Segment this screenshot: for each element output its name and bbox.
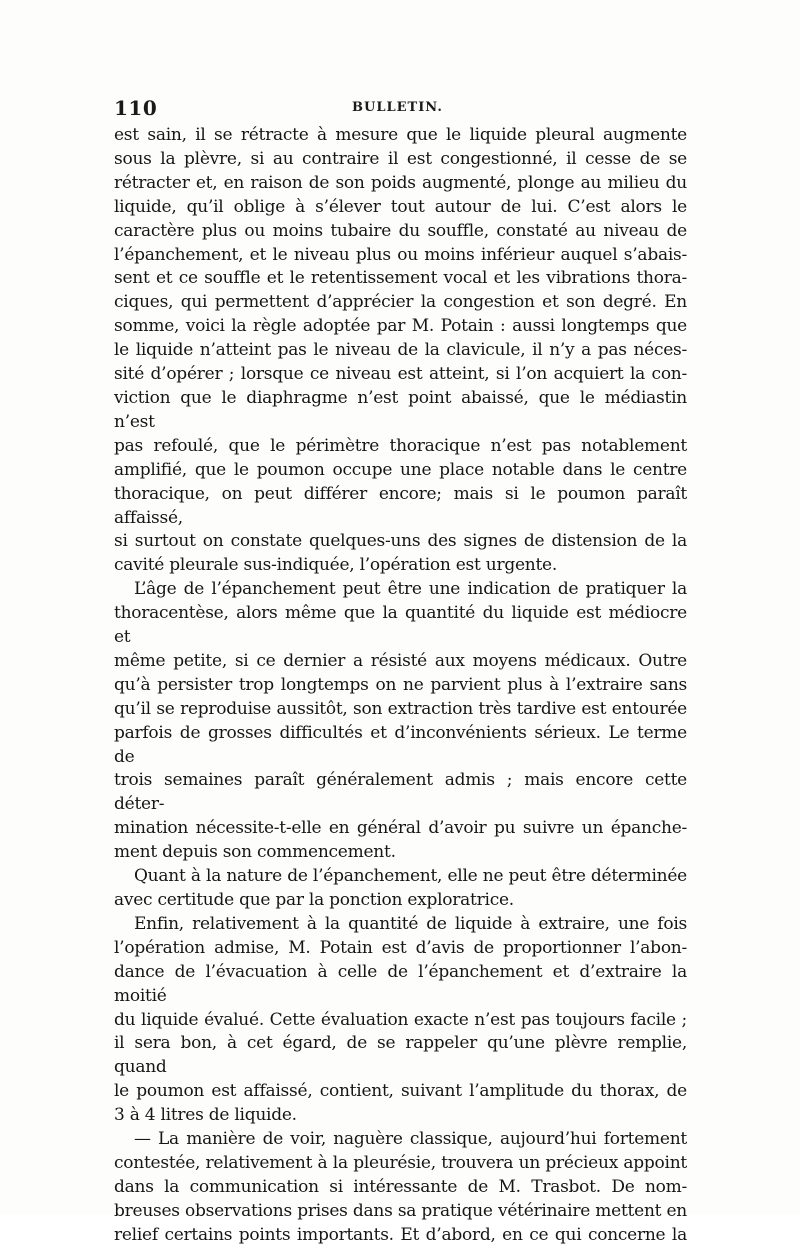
text-line: le liquide n’atteint pas le niveau de la clavicule, il n’y a pas néces-: [114, 340, 687, 361]
text-line: trois semaines paraît généralement admis ; mais encore cette déter-: [114, 770, 687, 815]
text-line: viction que le diaphragme n’est point abaissé, que le médiastin n’est: [114, 387, 687, 432]
text-line: qu’il se reproduise aussitôt, son extraction très tardive est entourée: [114, 698, 687, 719]
text-line: dance de l’évacuation à celle de l’épanchement et d’extraire la moitié: [114, 961, 687, 1006]
text-line: cavité pleurale sus-indiquée, l’opération est urgente.: [114, 555, 558, 576]
text-line: l’opération admise, M. Potain est d’avis de proportionner l’abon-: [114, 937, 687, 958]
text-line: il sera bon, à cet égard, de se rappeler qu’une plèvre remplie, quand: [114, 1033, 687, 1078]
text-line: relief certains points importants. Et d’abord, en ce qui concerne la: [114, 1224, 687, 1245]
text-line: avec certitude que par la ponction exploratrice.: [114, 890, 514, 910]
text-line: — La manière de voir, naguère classique, aujourd’hui fortement: [134, 1129, 687, 1150]
text-line: pas refoulé, que le périmètre thoracique n’est pas notablement: [114, 435, 687, 456]
running-head: BULLETIN.: [352, 100, 443, 115]
paragraph: [114, 865, 687, 913]
text-line: amplifié, que le poumon occupe une place notable dans le centre: [114, 459, 687, 480]
text-line: parfois de grosses difficultés et d’inconvénients sérieux. Le terme de: [114, 722, 687, 767]
text-line: ment depuis son commencement.: [114, 842, 396, 863]
text-line: mination nécessite-t-elle en général d’avoir pu suivre un épanche-: [114, 818, 687, 839]
text-line: sous la plèvre, si au contraire il est congestionné, il cesse de se: [114, 148, 687, 169]
text-line: ciques, qui permettent d’apprécier la congestion et son degré. En: [114, 292, 687, 313]
text-line: somme, voici la règle adoptée par M. Potain : aussi longtemps que: [114, 316, 687, 337]
paragraph: [114, 913, 687, 1128]
text-line: du liquide évalué. Cette évaluation exacte n’est pas toujours facile ;: [114, 1009, 687, 1030]
text-line: Enfin, relativement à la quantité de liquide à extraire, une fois: [134, 913, 687, 934]
paragraph: [114, 124, 687, 578]
text-line: dans la communication si intéressante de M. Trasbot. De nom-: [114, 1176, 687, 1197]
text-line: caractère plus ou moins tubaire du souffle, constaté au niveau de: [114, 220, 687, 241]
text-line: est sain, il se rétracte à mesure que le liquide pleural augmente: [114, 125, 687, 145]
text-line: le poumon est affaissé, contient, suivant l’amplitude du thorax, de: [114, 1081, 687, 1102]
text-line: qu’à persister trop longtemps on ne parvient plus à l’extraire sans: [114, 674, 687, 695]
page-number: 110: [114, 96, 158, 120]
text-line: thoracique, on peut différer encore; mais si le poumon paraît affaissé,: [114, 483, 687, 528]
text-line: même petite, si ce dernier a résisté aux moyens médicaux. Outre: [114, 650, 687, 671]
page-header: [114, 96, 687, 124]
text-line: si surtout on constate quelques-uns des signes de distension de la: [114, 531, 687, 552]
text-line: liquide, qu’il oblige à s’élever tout autour de lui. C’est alors le: [114, 196, 687, 217]
body-text: [114, 124, 687, 1248]
text-line: rétracter et, en raison de son poids augmenté, plonge au milieu du: [114, 172, 687, 193]
text-line: thoracentèse, alors même que la quantité du liquide est médiocre et: [114, 603, 687, 648]
text-line: L’âge de l’épanchement peut être une indication de pratiquer la: [134, 579, 687, 600]
text-line: Quant à la nature de l’épanchement, elle ne peut être déterminée: [134, 866, 687, 887]
text-line: breuses observations prises dans sa pratique vétérinaire mettent en: [114, 1200, 687, 1221]
text-line: 3 à 4 litres de liquide.: [114, 1105, 297, 1126]
paragraph: [114, 1128, 687, 1248]
text-line: contestée, relativement à la pleurésie, trouvera un précieux appoint: [114, 1152, 687, 1173]
text-line: sent et ce souffle et le retentissement vocal et les vibrations thora-: [114, 268, 687, 289]
text-line: sité d’opérer ; lorsque ce niveau est atteint, si l’on acquiert la con-: [114, 364, 687, 385]
paragraph: [114, 578, 687, 865]
text-line: l’épanchement, et le niveau plus ou moins inférieur auquel s’abais-: [114, 244, 687, 265]
